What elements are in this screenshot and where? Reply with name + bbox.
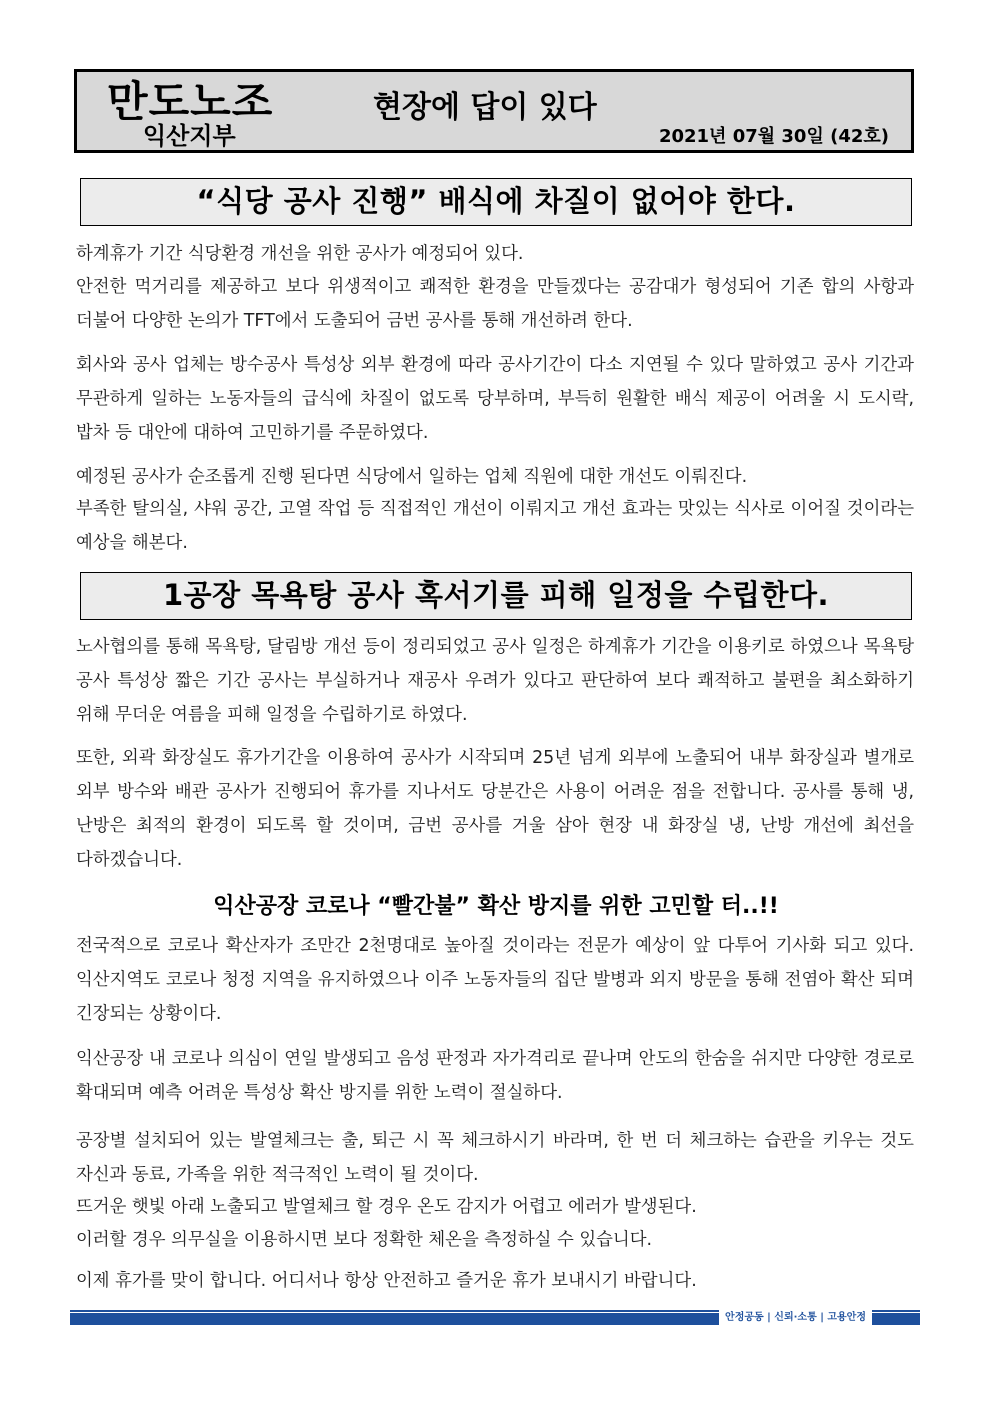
section-1-paragraph: 예정된 공사가 순조롭게 진행 된다면 식당에서 일하는 업체 직원에 대한 개선도 이뤄진다.	[76, 467, 748, 487]
section-3-paragraph: 이러할 경우 의무실을 이용하시면 보다 정확한 체온을 측정하실 수 있습니다.	[76, 1230, 653, 1250]
section-3-headline: 익산공장 코로나 “빨간불” 확산 방지를 위한 고민할 터..!!	[213, 894, 779, 919]
section-3-paragraph: 뜨거운 햇빛 아래 노출되고 발열체크 할 경우 온도 감지가 어렵고 에러가 발생된다.	[76, 1197, 697, 1217]
section-1-paragraph: 회사와 공사 업체는 방수공사 특성상 외부 환경에 따라 공사기간이 다소 지연될 수 있다 말하였고 공사 기간과 무관하게 일하는 노동자들의 급식에 차질이 없도록 당부하며, 부득히 원활한 배식 제공이 어려울 시 도시락, 밥차 등 대안에 대하여 고민하기를 주문하였다.	[76, 355, 914, 443]
section-1-headline: “식당 공사 진행” 배식에 차질이 없어야 한다.	[80, 178, 912, 226]
section-1-paragraph: 부족한 탈의실, 샤워 공간, 고열 작업 등 직접적인 개선이 이뤄지고 개선 효과는 맛있는 식사로 이어질 것이라는 예상을 해본다.	[76, 499, 914, 553]
section-3-paragraph: 익산공장 내 코로나 의심이 연일 발생되고 음성 판정과 자가격리로 끝나며 안도의 한숨을 쉬지만 다양한 경로로 확대되며 예측 어려운 특성상 확산 방지를 위한 노력이 절실하다.	[76, 1049, 914, 1103]
section-1-paragraph: 하계휴가 기간 식당환경 개선을 위한 공사가 예정되어 있다.	[76, 244, 524, 264]
issue-date: 2021년 07월 30일 (42호)	[658, 126, 889, 147]
section-3-paragraph: 이제 휴가를 맞이 합니다. 어디서나 항상 안전하고 즐거운 휴가 보내시기 바랍니다.	[76, 1271, 697, 1291]
section-2-headline: 1공장 목욕탕 공사 혹서기를 피해 일정을 수립한다.	[80, 572, 912, 620]
section-1-paragraph: 안전한 먹거리를 제공하고 보다 위생적이고 쾌적한 환경을 만들겠다는 공감대가 형성되어 기존 합의 사항과 더불어 다양한 논의가 TFT에서 도출되어 금번 공사를 통해 개선하려 한다.	[76, 277, 914, 331]
section-3-paragraph: 전국적으로 코로나 확산자가 조만간 2천명대로 높아질 것이라는 전문가 예상이 앞 다투어 기사화 되고 있다. 익산지역도 코로나 청정 지역을 유지하였으나 이주 노동자들의 집단 발병과 외지 방문을 통해 전염아 확산 되며 긴장되는 상황이다.	[76, 936, 914, 1024]
motto: 현장에 답이 있다	[373, 90, 597, 125]
section-2-paragraph: 노사협의를 통해 목욕탕, 달림방 개선 등이 정리되었고 공사 일정은 하계휴가 기간을 이용키로 하였으나 목욕탕 공사 특성상 짧은 기간 공사는 부실하거나 재공사 우려가 있다고 판단하여 보다 쾌적하고 불편을 최소화하기 위해 무더운 여름을 피해 일정을 수립하기로 하였다.	[76, 637, 914, 725]
footer-slogan: 안정공동 | 신뢰·소통 | 고용안정	[719, 1309, 872, 1327]
section-2-paragraph: 또한, 외곽 화장실도 휴가기간을 이용하여 공사가 시작되며 25년 넘게 외부에 노출되어 내부 화장실과 별개로 외부 방수와 배관 공사가 진행되어 휴가를 지나서도 당분간은 사용이 어려운 점을 전합니다. 공사를 통해 냉, 난방은 최적의 환경이 되도록 할 것이며, 금번 공사를 거울 삼아 현장 내 화장실 냉, 난방 개선에 최선을 다하겠습니다.	[76, 748, 914, 870]
branch-name: 익산지부	[143, 122, 236, 150]
section-3-paragraph: 공장별 설치되어 있는 발열체크는 출, 퇴근 시 꼭 체크하시기 바라며, 한 번 더 체크하는 습관을 키우는 것도 자신과 동료, 가족을 위한 적극적인 노력이 될 것이다.	[76, 1131, 914, 1185]
union-brand-title: 만도노조	[107, 77, 274, 126]
masthead	[74, 69, 914, 153]
